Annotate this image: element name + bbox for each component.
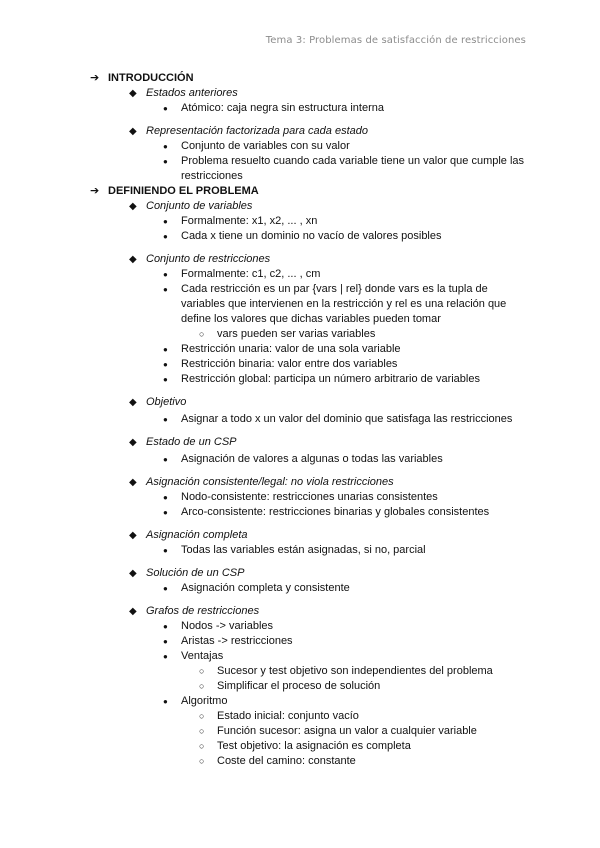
circle-bullet-icon: ○ [199,666,205,676]
list-item-text: Formalmente: c1, c2, ... , cm [181,268,321,280]
bullet-icon: ● [163,142,168,151]
section-title: INTRODUCCIÓN [108,72,194,84]
arrow-icon: ➔ [90,72,100,84]
list-item-text: Atómico: caja negra sin estructura interna [181,102,384,114]
bullet-icon: ● [163,652,168,661]
list-item [0,694,600,709]
list-item [0,452,600,467]
list-item-text: Función sucesor: asigna un valor a cualquier variable [217,725,477,737]
arrow-icon: ➔ [90,185,100,197]
list-item-text: Nodos -> variables [181,620,274,632]
bullet-icon: ● [163,637,168,646]
bullet-icon: ● [163,217,168,226]
bullet-icon: ● [163,546,168,555]
subsection-estado-csp [0,435,600,450]
bullet-icon: ● [163,104,168,113]
subsection-grafos [0,604,600,619]
list-item [0,581,600,596]
bullet-icon: ● [163,493,168,502]
list-item [0,154,531,184]
list-item [0,214,600,229]
list-item-text: Restricción binaria: valor entre dos variables [181,358,398,370]
list-item-text: Ventajas [181,650,224,662]
circle-bullet-icon: ○ [199,711,205,721]
section-heading-introduccion [0,71,600,86]
list-item-text: Arco-consistente: restricciones binarias y globales consistentes [181,506,490,518]
circle-bullet-icon: ○ [199,681,205,691]
list-item-text: vars pueden ser varias variables [217,328,376,340]
list-item [0,649,600,664]
diamond-icon: ◆ [129,477,137,488]
circle-bullet-icon: ○ [199,329,205,339]
bullet-icon: ● [163,697,168,706]
diamond-icon: ◆ [129,397,137,408]
list-item-text: Test objetivo: la asignación es completa [217,740,411,752]
page-header-title: Tema 3: Problemas de satisfacción de restricciones [265,35,526,46]
section-title: DEFINIENDO EL PROBLEMA [108,185,259,197]
subsection-representacion [0,124,600,139]
list-item-text: Asignación completa y consistente [181,582,350,594]
subsection-conjunto-variables [0,199,600,214]
list-item [0,267,600,282]
bullet-icon: ● [163,584,168,593]
list-item-text: Restricción unaria: valor de una sola variable [181,343,401,355]
list-item-text: Asignar a todo x un valor del dominio que satisfaga las restricciones [181,413,513,425]
bullet-icon: ● [163,360,168,369]
circle-bullet-icon: ○ [199,741,205,751]
bullet-icon: ● [163,345,168,354]
bullet-icon: ● [163,157,168,166]
diamond-icon: ◆ [129,530,137,541]
subsection-title: Asignación consistente/legal: no viola restricciones [146,476,394,488]
sub-list-item [0,724,600,739]
sub-list-item [0,679,600,694]
bullet-icon: ● [163,270,168,279]
list-item [0,282,531,327]
bullet-icon: ● [163,455,168,464]
bullet-icon: ● [163,622,168,631]
list-item [0,490,600,505]
list-item [0,229,600,244]
subsection-title: Representación factorizada para cada estado [146,125,368,137]
list-item [0,634,600,649]
list-item-text: Simplificar el proceso de solución [217,680,381,692]
subsection-asignacion-completa [0,528,600,543]
list-item [0,372,600,387]
list-item [0,101,600,116]
subsection-estados-anteriores [0,86,600,101]
circle-bullet-icon: ○ [199,756,205,766]
sub-list-item [0,664,600,679]
list-item-text: Asignación de valores a algunas o todas las variables [181,453,443,465]
bullet-icon: ● [163,232,168,241]
subsection-asignacion-consistente [0,475,600,490]
list-item-text: Nodo-consistente: restricciones unarias consistentes [181,491,438,503]
list-item-text: Aristas -> restricciones [181,635,293,647]
bullet-icon: ● [163,375,168,384]
subsection-title: Estado de un CSP [146,436,237,448]
subsection-title: Estados anteriores [146,87,238,99]
list-item-text: Estado inicial: conjunto vacío [217,710,359,722]
subsection-title: Asignación completa [146,529,248,541]
subsection-conjunto-restricciones [0,252,600,267]
list-item [0,412,600,427]
subsection-title: Objetivo [146,396,187,408]
list-item-text: Formalmente: x1, x2, ... , xn [181,215,318,227]
diamond-icon: ◆ [129,568,137,579]
diamond-icon: ◆ [129,126,137,137]
diamond-icon: ◆ [129,201,137,212]
document-body [0,71,600,769]
subsection-objetivo [0,395,600,410]
subsection-title: Grafos de restricciones [146,605,260,617]
list-item-text: Problema resuelto cuando cada variable tiene un valor que cumple las restricciones [181,155,525,182]
list-item [0,619,600,634]
list-item-text: Sucesor y test objetivo son independientes del problema [217,665,493,677]
diamond-icon: ◆ [129,88,137,99]
list-item [0,139,600,154]
list-item-text: Cada x tiene un dominio no vacío de valores posibles [181,230,442,242]
subsection-title: Solución de un CSP [146,567,245,579]
circle-bullet-icon: ○ [199,726,205,736]
diamond-icon: ◆ [129,437,137,448]
sub-list-item [0,709,600,724]
sub-list-item [0,739,600,754]
bullet-icon: ● [163,415,168,424]
list-item [0,357,600,372]
list-item-text: Todas las variables están asignadas, si no, parcial [181,544,426,556]
list-item [0,505,600,520]
list-item-text: Cada restricción es un par {vars | rel} donde vars es la tupla de variables que intervienen en la restricción y rel es una relación que define los valores que dichas variables pueden tomar [181,283,507,325]
sub-list-item [0,327,600,342]
sub-list-item [0,754,600,769]
bullet-icon: ● [163,285,168,294]
list-item-text: Coste del camino: constante [217,755,356,767]
diamond-icon: ◆ [129,254,137,265]
diamond-icon: ◆ [129,606,137,617]
list-item [0,342,600,357]
section-heading-definiendo [0,184,600,199]
list-item-text: Conjunto de variables con su valor [181,140,350,152]
subsection-title: Conjunto de restricciones [146,253,271,265]
list-item [0,543,600,558]
bullet-icon: ● [163,508,168,517]
subsection-title: Conjunto de variables [146,200,253,212]
subsection-solucion-csp [0,566,600,581]
list-item-text: Restricción global: participa un número arbitrario de variables [181,373,480,385]
list-item-text: Algoritmo [181,695,228,707]
